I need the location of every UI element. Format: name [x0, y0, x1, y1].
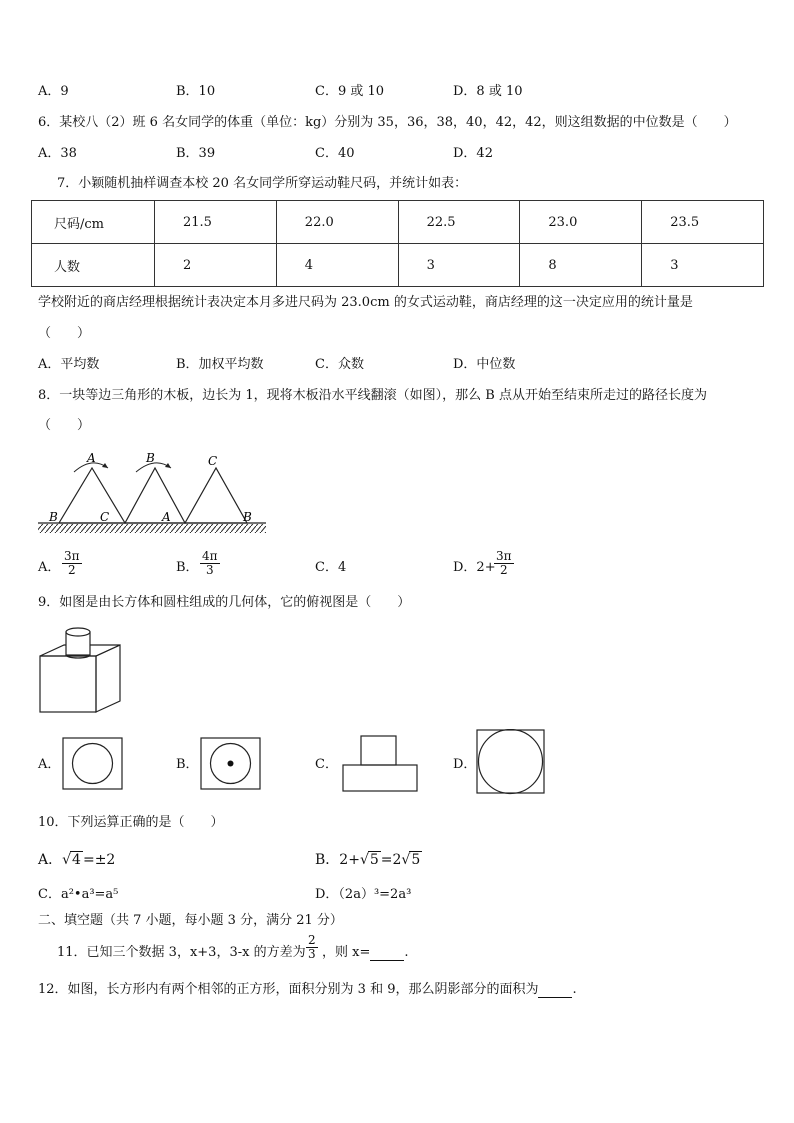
table-cell: 21.5 — [155, 201, 277, 244]
q9-option-a-label: A． — [38, 757, 61, 772]
q8-option-b-fraction — [200, 550, 220, 577]
q8-option-c: C．4 — [315, 560, 347, 575]
arrowhead-2 — [165, 463, 171, 468]
fraction-denominator: 2 — [499, 563, 508, 577]
table-cell: 8 — [520, 244, 642, 287]
cylinder-top — [66, 628, 90, 636]
q10-option-b: B．2+√5 =2√5 — [315, 852, 421, 868]
q9-option-d-figure — [476, 729, 546, 795]
q6-option-a: A．38 — [38, 146, 77, 161]
table-cell: 3 — [642, 244, 764, 287]
q6-stem: 6．某校八（2）班 6 名女同学的体重（单位：kg）分别为 35，36，38，40，42，42，则这组数据的中位数是（ ） — [38, 115, 737, 130]
q11-text-after: ，则 x= — [322, 945, 371, 960]
q5-option-c: C．9 或 10 — [315, 84, 385, 99]
q9-option-a-figure — [62, 737, 124, 791]
table-cell: 尺码/cm — [32, 201, 155, 244]
q8-option-d-prefix: D．2+ — [453, 560, 496, 575]
table-cell: 2 — [155, 244, 277, 287]
fraction-numerator: 4π — [202, 549, 218, 563]
radicand: 4 — [72, 852, 81, 868]
table-cell: 23.5 — [642, 201, 764, 244]
table-cell: 23.0 — [520, 201, 642, 244]
q7-option-d: D．中位数 — [453, 357, 516, 372]
expression-part: 2+ — [339, 852, 360, 868]
q6-option-d: D．42 — [453, 146, 493, 161]
section-heading: 二、填空题（共 7 小题，每小题 3 分，满分 21 分） — [38, 913, 343, 928]
q11-stem — [57, 945, 306, 961]
q10-stem: 10．下列运算正确的是（ ） — [38, 815, 224, 830]
radicand: 5 — [411, 852, 421, 868]
q8-stem-line2: （ ） — [38, 418, 91, 433]
vertex-label: C — [100, 510, 110, 524]
vertex-label: B — [146, 451, 155, 465]
q9-stem: 9．如图是由长方体和圆柱组成的几何体，它的俯视图是（ ） — [38, 595, 411, 610]
q7-option-a: A．平均数 — [38, 357, 100, 372]
q9-option-c-figure — [342, 735, 420, 793]
fraction-numerator: 2 — [308, 933, 316, 947]
fraction-denominator: 3 — [308, 947, 316, 961]
box-front-face — [40, 656, 96, 712]
expression-part: =2 — [380, 852, 402, 868]
ground-hatching — [38, 524, 266, 533]
answer-blank[interactable] — [538, 984, 572, 998]
q9-option-b-figure — [200, 737, 262, 791]
table-cell: 22.5 — [398, 201, 520, 244]
vertex-label: A — [87, 451, 96, 465]
q11-fraction — [306, 934, 318, 961]
triangle-2 — [125, 468, 185, 523]
table-row-size — [32, 201, 764, 244]
box-side-face — [96, 645, 120, 712]
vertex-label: B — [49, 510, 58, 524]
q9-option-d-label: D． — [453, 757, 477, 772]
q7-text-line2: （ ） — [38, 326, 91, 341]
expression-rest: =±2 — [82, 852, 116, 868]
q10-option-d: D．（2a）³=2a³ — [315, 887, 412, 902]
table-cell: 人数 — [32, 244, 155, 287]
solid-figure — [36, 626, 126, 718]
q11-text-before: 11．已知三个数据 3，x+3，3-x 的方差为 — [57, 945, 306, 960]
answer-blank[interactable] — [370, 947, 404, 961]
q8-option-a-fraction — [62, 550, 82, 577]
fraction-numerator: 3π — [64, 549, 80, 563]
option-prefix: A． — [38, 852, 63, 868]
q12-text-end: . — [572, 982, 577, 997]
q10-option-c: C．a²•a³=a⁵ — [38, 887, 119, 902]
fraction-denominator: 2 — [67, 563, 76, 577]
vertex-label: A — [162, 510, 171, 524]
table-cell: 22.0 — [276, 201, 398, 244]
q11-text-end: . — [404, 945, 409, 960]
q5-option-a: A．9 — [38, 84, 69, 99]
q5-option-b: B．10 — [176, 84, 216, 99]
q11-stem-after — [322, 945, 409, 961]
q10-option-a: A．√4 =±2 — [38, 852, 116, 868]
fraction-numerator: 3π — [496, 549, 512, 563]
q7-option-c: C．众数 — [315, 357, 364, 372]
q6-option-c: C．40 — [315, 146, 355, 161]
table-cell: 3 — [398, 244, 520, 287]
fraction-denominator: 3 — [205, 563, 214, 577]
triangle-1 — [59, 468, 125, 523]
radicand: 5 — [369, 852, 379, 868]
q8-option-b-prefix: B． — [176, 560, 199, 575]
arrowhead-1 — [102, 463, 108, 468]
q12-text: 12．如图，长方形内有两个相邻的正方形，面积分别为 3 和 9，那么阴影部分的面积为 — [38, 982, 539, 997]
rolling-triangle-figure — [36, 448, 268, 540]
q9-option-b-label: B． — [176, 757, 199, 772]
table-row-count — [32, 244, 764, 287]
vertex-label: B — [243, 510, 252, 524]
q12-stem — [38, 982, 577, 998]
q7-text-line1: 学校附近的商店经理根据统计表决定本月多进尺码为 23.0cm 的女式运动鞋，商店经理的这一决定应用的统计量是 — [38, 295, 693, 310]
q7-stem: 7．小颖随机抽样调查本校 20 名女同学所穿运动鞋尺码，并统计如表： — [57, 176, 468, 191]
q8-option-a-prefix: A． — [38, 560, 61, 575]
q9-option-c-label: C． — [315, 757, 338, 772]
triangle-3 — [185, 468, 247, 523]
q8-stem-line1: 8．一块等边三角形的木板，边长为 1，现将木板沿水平线翻滚（如图），那么 B 点从开始至结束所走过的路径长度为 — [38, 388, 707, 403]
q5-option-d: D．8 或 10 — [453, 84, 523, 99]
q7-option-b: B．加权平均数 — [176, 357, 264, 372]
option-prefix: B． — [315, 852, 340, 868]
q6-option-b: B．39 — [176, 146, 216, 161]
q8-option-d-fraction — [494, 550, 514, 577]
vertex-label: C — [208, 454, 218, 468]
shoe-size-table — [31, 200, 764, 287]
table-cell: 4 — [276, 244, 398, 287]
